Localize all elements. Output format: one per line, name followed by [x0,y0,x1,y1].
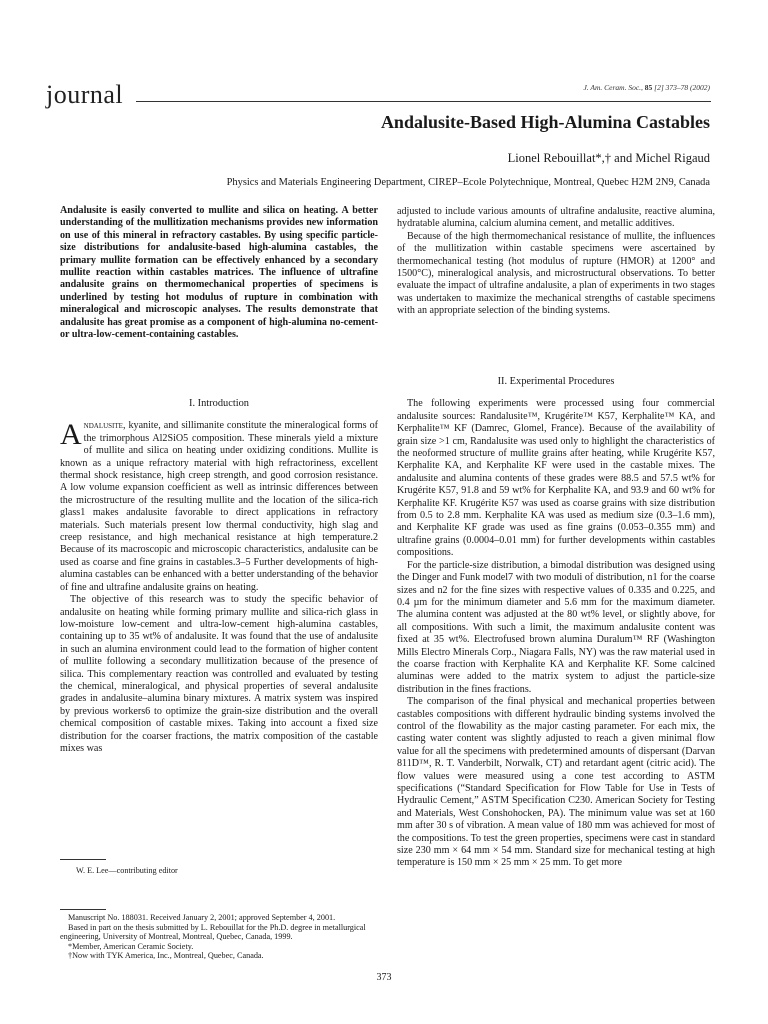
continued-paragraph: adjusted to include various amounts of ultrafine andalusite, reactive alumina, hydratable alumina, calcium alumina cement, and metallic additives. [397,206,715,230]
citation [583,83,710,92]
lead-smallcaps: ndalusite [83,420,123,432]
exp-paragraph-2: For the particle-size distribution, a bimodal distribution was designed using the Dinger and Funk model7 with two moduli of distribution, n1 for the coarse sizes and n2 for the fine sizes with respective values of 0.335 and 0.225, and 0.4 µm for the minimum diameter and 5.6 mm for the maximum diameter. The alumina content was adjusted at the 80 wt% level, or slightly above, for all compositions. With such a limit, the maximum andalusite content was fixed at 35 wt%. Electrofused brown alumina Duralum™ RF (Washington Mills Electro Minerals Corp., Niagara Falls, NY) was the raw material used in the coarse fraction with Kerphalite KA and Kerphalite KF. Some calcined aluminas were added to the matrix system to adjust the particle-size distribution in the fines fractions. [397,559,715,695]
exp-paragraph-3: The comparison of the final physical and mechanical properties between castables compositions with different hydraulic binding systems involved the control of the flowability as the major casting parameter. For each mix, the casting water content was slightly adjusted to reach a given minimal flow value for all the specimens with predetermined amounts of dispersant (Darvan 811D™, R. T. Vanderbilt, Norwalk, CT) and retardant agent (citric acid). The flow values were measured using a cone test according to ASTM specifications (“Standard Specification for Flow Table for Use in Tests of Hydraulic Cement,” ASTM Specification C230. American Society for Testing and Materials, West Conshohocken, PA). The minimum value was set at 160 mm after 30 s of vibration. A mean value of 180 mm was achieved for most of the compositions. To test the green properties, specimens were cast in standard size 230 mm × 64 mm × 54 mm. Standard size for mechanical testing at high temperature is 150 mm × 25 mm × 25 mm. To get more [397,696,715,869]
right-column-top [397,206,715,318]
article-title: Andalusite-Based High-Alumina Castables [380,112,710,132]
citation-rest: [2] 373–78 (2002) [654,83,710,92]
introduction-section [60,398,378,755]
intro-paragraph-2: The objective of this research was to study the specific behavior of andalusite on heating while forming primary mullite and silica-rich glass in low-moisture low-cement and ultra-low-cement high-alumina castables, containing up to 35 wt% of andalusite. It was found that the use of andalusite in such an alumina environment could lead to the formation of higher content of mullite following a secondary mullitization because of the presence of silica. This complementary reaction was controlled and evaluated by testing the chemical, mineralogical, and physical properties of several andalusite grades in andalusite–alumina binary mixtures. A matrix system was inspired by previous workers6 to optimize the grain-size distribution and the overall chemical composition of castable mixes. Taking into account a fixed size distribution for the coarser fractions, the matrix composition of the castable mixes was [60,594,378,754]
right-paragraph-2: Because of the high thermomechanical resistance of mullite, the influences of the mullitization within castable specimens were ascertained by thermomechanical testing (hot modulus of rupture (HMOR) at 1200° and 1500°C), mineralogical analysis, and microstructural observations. To better evaluate the impact of ultrafine andalusite, a plan of experiments in two stages was undertaken to maximize the mechanical strengths of castable specimens with an appropriate selection of the binding systems. [397,230,715,317]
footnote-manuscript: Manuscript No. 188031. Received January 2, 2001; approved September 4, 2001. [68,913,336,922]
citation-volume: 85 [644,83,653,92]
footnote-now: †Now with TYK America, Inc., Montreal, Quebec, Canada. [68,951,264,961]
exp-paragraph-1: The following experiments were processed using four commercial andalusite sources: Randalusite™, Krugérite™ K57, Kerphalite™ KA, and Kerphalite™ KF (Damrec, Glomel, France). Because of the availability of grain size >1 cm, Randalusite was used only to highlight the characteristics of the neoformed structure of mullite grains after heating, while Krugérite K57, Kerphalite KA, and Kerphalite KF were used in the castable mixes. The andalusite and alumina contents of these grades were 88.5 and 57.5 wt% for Krugérite K57, 91.8 and 59 wt% for Kerphalite KA, and 93.9 and 60 wt% for Kerphalite KF. Krugérite K57 was used as coarse grains with size distribution from 0.5 to 2.8 mm. Kerphalite KA was used as medium size (0.3–1.6 mm), and Kerphalite KF grade was used as fine grains (0.053–0.355 mm) and ultrafine grains (0.0004–0.01 mm) for further developments within castables compositions. [397,398,715,559]
footnote-based: Based in part on the thesis submitted by L. Rebouillat for the Ph.D. degree in metallurgical engineering, University of Montreal, Montreal, Quebec, Canada, 1999. [60,922,366,942]
experimental-section [397,376,715,870]
editor-note-rule [60,859,106,860]
section-heading-experimental: II. Experimental Procedures [497,376,615,387]
page-number: 373 [376,972,392,983]
authors: Lionel Rebouillat*,† and Michel Rigaud [507,151,710,165]
abstract: Andalusite is easily converted to mullite and silica on heating. A better understanding of the mullitization mechanisms provides new information on use of this mineral in refractory castables. By using specific particle-size distributions for andalusite-based high-alumina castables, the primary mullite formation can be effectively enhanced by a secondary mullite reaction within castables matrices. The influence of ultrafine andalusite grains on thermomechanical properties of specimens is underlined by testing hot modulus of rupture in combination with mineralogical and microscopic analyses. The results demonstrate that andalusite has great promise as a component of high-alumina no-cement- or ultra-low-cement-containing castables. [60,205,378,341]
footnote-rule [60,909,106,910]
footnotes [60,913,380,961]
section-heading-introduction: I. Introduction [188,398,250,409]
intro-paragraph-1-text: , kyanite, and sillimanite constitute the mineralogical forms of the trimorphous Al2SiO5 composition. These minerals yield a mixture of mullite and silica on heating under oxidizing conditions. Mullite is known as a unique refractory material with high refractoriness, excellent thermal shock resistance, high creep strength, and good corrosion resistance. A low volume expansion coefficient as well as intrinsic differences between the microstructure of the resulting mullite and the location of the silica-rich glass1 makes andalusite favorable to direct applications in refractory materials. Such materials present low thermal conductivity, high slag and creep resistance, and high mechanical resistance at high temperature.2 Because of its macroscopic and microscopic characteristics, andalusite can be used as coarse and fine grains in castables.3–5 Further developments of high-alumina castables can be enhanced with a better understanding of the behavior of fine and ultrafine andalusite grains on heating. [60,420,378,593]
editor-note: W. E. Lee—contributing editor [76,866,178,875]
citation-prefix: J. Am. Ceram. Soc., [583,83,643,92]
intro-paragraph-1 [60,420,378,594]
affiliation: Physics and Materials Engineering Department, CIREP–Ecole Polytechnique, Montreal, Quebec H2M 2N9, Canada [226,177,710,188]
journal-wordmark: journal [46,80,124,109]
footnote-member: *Member, American Ceramic Society. [68,941,194,951]
header-rule [136,101,711,102]
drop-cap: A [60,418,82,452]
